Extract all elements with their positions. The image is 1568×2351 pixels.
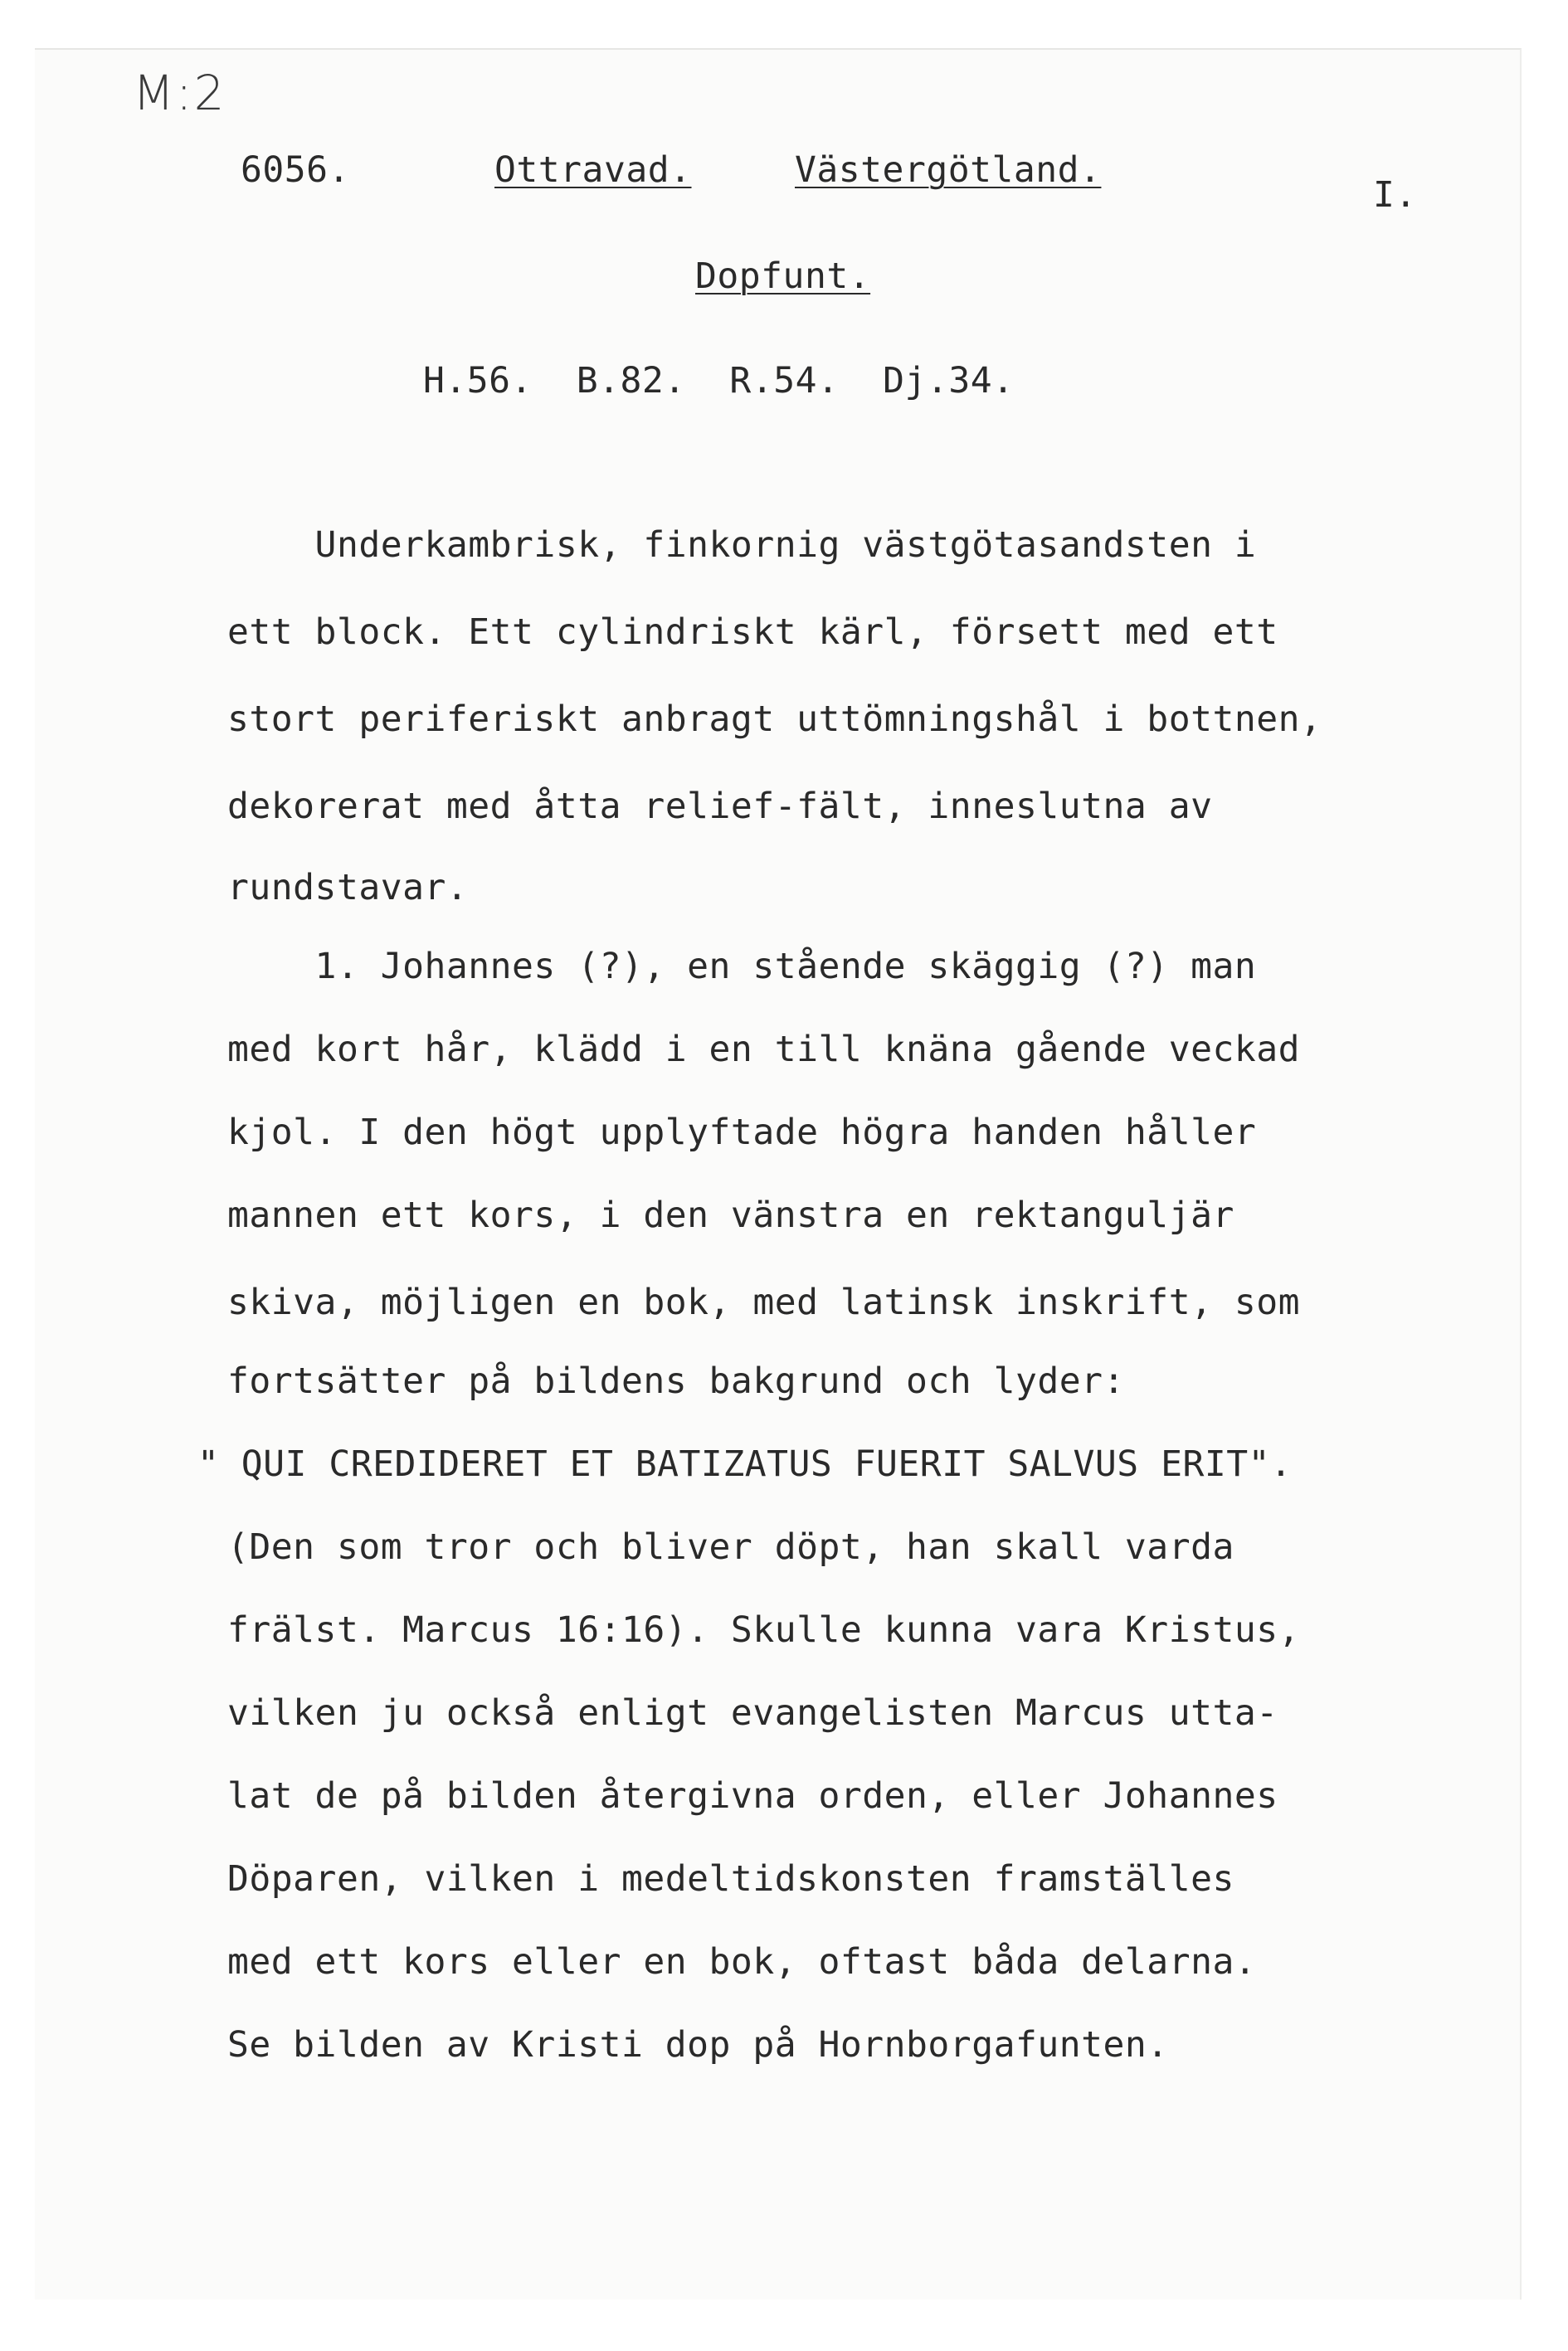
text-line: dekorerat med åtta relief-fält, inneslutna av [227,786,1213,827]
handwritten-mark: M:2 [133,65,226,121]
text-line: med kort hår, klädd i en till knäna gående veckad [227,1029,1301,1070]
measurements: H.56. B.82. R.54. Dj.34. [423,360,1015,402]
text-line: stort periferiskt anbragt uttömningshål i bottnen, [227,698,1322,740]
text-line: (Den som tror och bliver döpt, han skall varda [227,1526,1234,1568]
text-line: kjol. I den högt upplyftade högra handen håller [227,1112,1257,1153]
text-line: Döparen, vilken i medeltidskonsten framställes [227,1858,1234,1900]
region-name: Västergötland. [795,149,1102,191]
text-line: rundstavar. [227,867,469,908]
text-line: med ett kors eller en bok, oftast båda delarna. [227,1941,1257,1983]
text-line: " QUI CREDIDERET ET BATIZATUS FUERIT SALVUS ERIT". [197,1443,1293,1485]
place-name: Ottravad. [494,149,692,191]
text-line: skiva, möjligen en bok, med latinsk inskrift, som [227,1282,1301,1323]
text-line: frälst. Marcus 16:16). Skulle kunna vara Kristus, [227,1609,1301,1651]
text-line: fortsätter på bildens bakgrund och lyder: [227,1360,1125,1402]
sheet-number: I. [1373,174,1417,216]
text-line: ett block. Ett cylindriskt kärl, försett med ett [227,611,1278,653]
text-line: vilken ju också enligt evangelisten Marcus utta- [227,1692,1278,1734]
text-line: 1. Johannes (?), en stående skäggig (?) man [227,946,1257,987]
text-line: Underkambrisk, finkornig västgötasandsten i [227,524,1257,566]
card-number: 6056. [241,149,350,191]
text-line: Se bilden av Kristi dop på Hornborgafunten. [227,2024,1169,2066]
text-line: mannen ett kors, i den vänstra en rektanguljär [227,1195,1234,1236]
text-line: lat de på bilden återgivna orden, eller Johannes [227,1775,1278,1817]
object-title: Dopfunt. [695,256,871,297]
